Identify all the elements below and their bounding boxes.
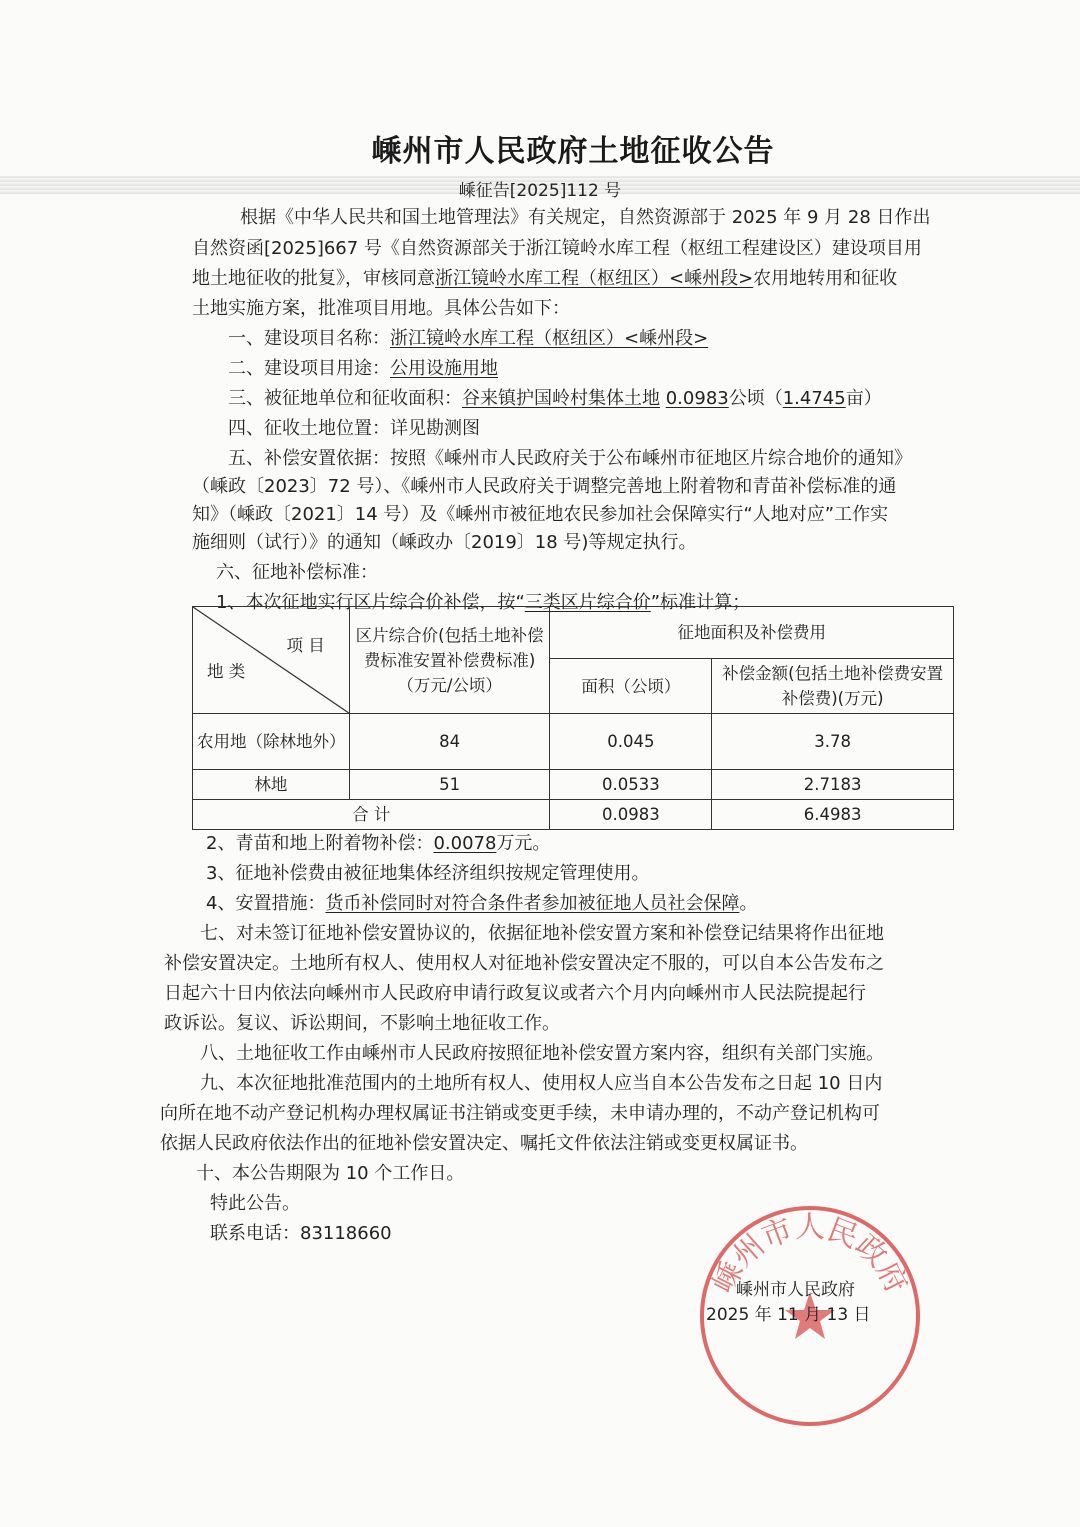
item-3-label: 三、被征地单位和征收面积： (228, 388, 462, 409)
table-row (193, 770, 954, 800)
item-6-2 (206, 831, 550, 857)
item-7-line-4: 政诉讼。复议、诉讼期间，不影响土地征收工作。 (164, 1013, 560, 1034)
item-3-value: 谷来镇护国岭村集体土地 (462, 388, 660, 409)
intro-line-2: 自然资函[2025]667 号《自然资源部关于浙江镜岭水库工程（枢纽工程建设区）建设项目用 (192, 238, 922, 259)
item-6-4 (206, 891, 757, 917)
item-6-1-suffix: ”标准计算； (650, 592, 751, 613)
page-title: 嵊州市人民政府土地征收公告 (371, 134, 775, 169)
item-6-1-prefix: 1、本次征地实行区片综合价补偿，按“ (216, 592, 525, 613)
item-9-line-2: 向所在地不动产登记机构办理权属证书注销或变更手续，未申请办理的，不动产登记机构可 (160, 1103, 880, 1124)
item-7-line-1: 七、对未签订征地补偿安置协议的，依据征地补偿安置方案和补偿登记结果将作出征地 (200, 923, 884, 944)
header-item: 项 目 (286, 636, 325, 655)
row-category: 林地 (193, 770, 350, 800)
item-6-2-prefix: 2、青苗和地上附着物补偿： (206, 833, 434, 854)
header-amount: 补偿金额(包括土地补偿费安置补偿费)(万元) (712, 659, 954, 714)
item-2-label: 二、建设项目用途： (228, 358, 390, 379)
header-area: 面积（公顷） (550, 659, 712, 714)
item-1 (228, 326, 708, 352)
item-4: 四、征收土地位置：详见勘测图 (228, 418, 480, 439)
item-6-1-zone-class: 三类区片综合价 (524, 592, 651, 613)
row-price: 51 (349, 770, 550, 800)
header-group: 征地面积及补偿费用 (550, 607, 954, 659)
document-number: 嵊征告[2025]112 号 (458, 181, 622, 201)
intro-line-4: 土地实施方案，批准项目用地。具体公告如下： (192, 298, 570, 319)
item-5-line-3: 知》（嵊政〔2021〕14 号）及《嵊州市被征地农民参加社会保障实行“人地对应”工作实 (192, 504, 889, 525)
header-category: 地 类 (207, 662, 246, 681)
header-price: 区片综合价(包括土地补偿费标准安置补偿费标准)（万元/公顷） (349, 607, 550, 714)
item-6-3: 3、征地补偿费由被征地集体经济组织按规定管理使用。 (206, 863, 650, 884)
item-6-2-value: 0.0078 (433, 833, 497, 854)
item-2-value: 公用设施用地 (390, 358, 498, 379)
intro-line-1: 根据《中华人民共和国土地管理法》有关规定，自然资源部于 2025 年 9 月 28 日作出 (240, 207, 931, 228)
item-7-line-3: 日起六十日内依法向嵊州市人民政府申请行政复议或者六个月内向嵊州市人民法院提起行 (164, 983, 866, 1004)
item-1-value: 浙江镜岭水库工程（枢纽区）<嵊州段> (390, 328, 709, 349)
item-6-4-value: 货币补偿同时对符合条件者参加被征地人员社会保障 (325, 893, 740, 914)
item-6-4-prefix: 4、安置措施： (206, 893, 326, 914)
row-price: 84 (349, 714, 550, 770)
item-3-area-ha: 0.0983 (665, 388, 729, 409)
item-7-line-2: 补偿安置决定。土地所有权人、使用权人对征地补偿安置决定不服的，可以自本公告发布之 (164, 953, 884, 974)
item-3-area-mu: 1.4745 (782, 388, 846, 409)
compensation-table (192, 606, 954, 830)
total-amount: 6.4983 (712, 800, 954, 830)
row-category: 农用地（除林地外） (193, 714, 350, 770)
item-8: 八、土地征收工作由嵊州市人民政府按照征地补偿安置方案内容，组织有关部门实施。 (200, 1043, 884, 1064)
item-3-unit-1: 公顷（ (728, 388, 783, 409)
intro-line-3a: 地土地征收的批复》，审核同意 (192, 268, 435, 289)
row-amount: 2.7183 (712, 770, 954, 800)
item-6: 六、征地补偿标准： (216, 562, 378, 583)
item-9-line-1: 九、本次征地批准范围内的土地所有权人、使用权人应当自本公告发布之日起 10 日内 (200, 1073, 883, 1094)
item-3 (228, 386, 882, 412)
table-corner-header (193, 607, 350, 714)
item-6-4-suffix: 。 (739, 893, 758, 914)
signing-date: 2025 年 11 月 13 日 (706, 1305, 871, 1325)
item-5-line-4: 施细则（试行）》的通知（嵊政办〔2019〕18 号)等规定执行。 (192, 532, 697, 553)
item-5-line-1: 五、补偿安置依据：按照《嵊州市人民政府关于公布嵊州市征地区片综合地价的通知》 (228, 448, 912, 469)
item-10: 十、本公告期限为 10 个工作日。 (196, 1163, 465, 1184)
item-3-unit-2: 亩） (845, 388, 882, 409)
row-amount: 3.78 (712, 714, 954, 770)
table-total-row (193, 800, 954, 830)
table-row (193, 714, 954, 770)
item-9-line-3: 依据人民政府依法作出的征地补偿安置决定、嘱托文件依法注销或变更权属证书。 (160, 1133, 808, 1154)
intro-line-3 (192, 266, 897, 292)
total-area: 0.0983 (550, 800, 712, 830)
item-2 (228, 356, 498, 382)
item-1-label: 一、建设项目名称： (228, 328, 390, 349)
row-area: 0.0533 (550, 770, 712, 800)
item-6-2-suffix: 万元。 (496, 833, 551, 854)
total-label: 合 计 (193, 800, 550, 830)
seal-text: 嵊州市人民政府 (706, 1210, 914, 1299)
intro-line-3c: 农用地转用和征收 (753, 268, 898, 289)
contact-phone: 联系电话：83118660 (210, 1223, 392, 1244)
item-5-line-2: （嵊政〔2023〕72 号）、《嵊州市人民政府关于调整完善地上附着物和青苗补偿标准的通 (192, 476, 897, 497)
closing-statement: 特此公告。 (210, 1193, 300, 1214)
row-area: 0.045 (550, 714, 712, 770)
intro-project-name: 浙江镜岭水库工程（枢纽区）<嵊州段> (435, 268, 754, 289)
signing-organization: 嵊州市人民政府 (736, 1280, 855, 1300)
